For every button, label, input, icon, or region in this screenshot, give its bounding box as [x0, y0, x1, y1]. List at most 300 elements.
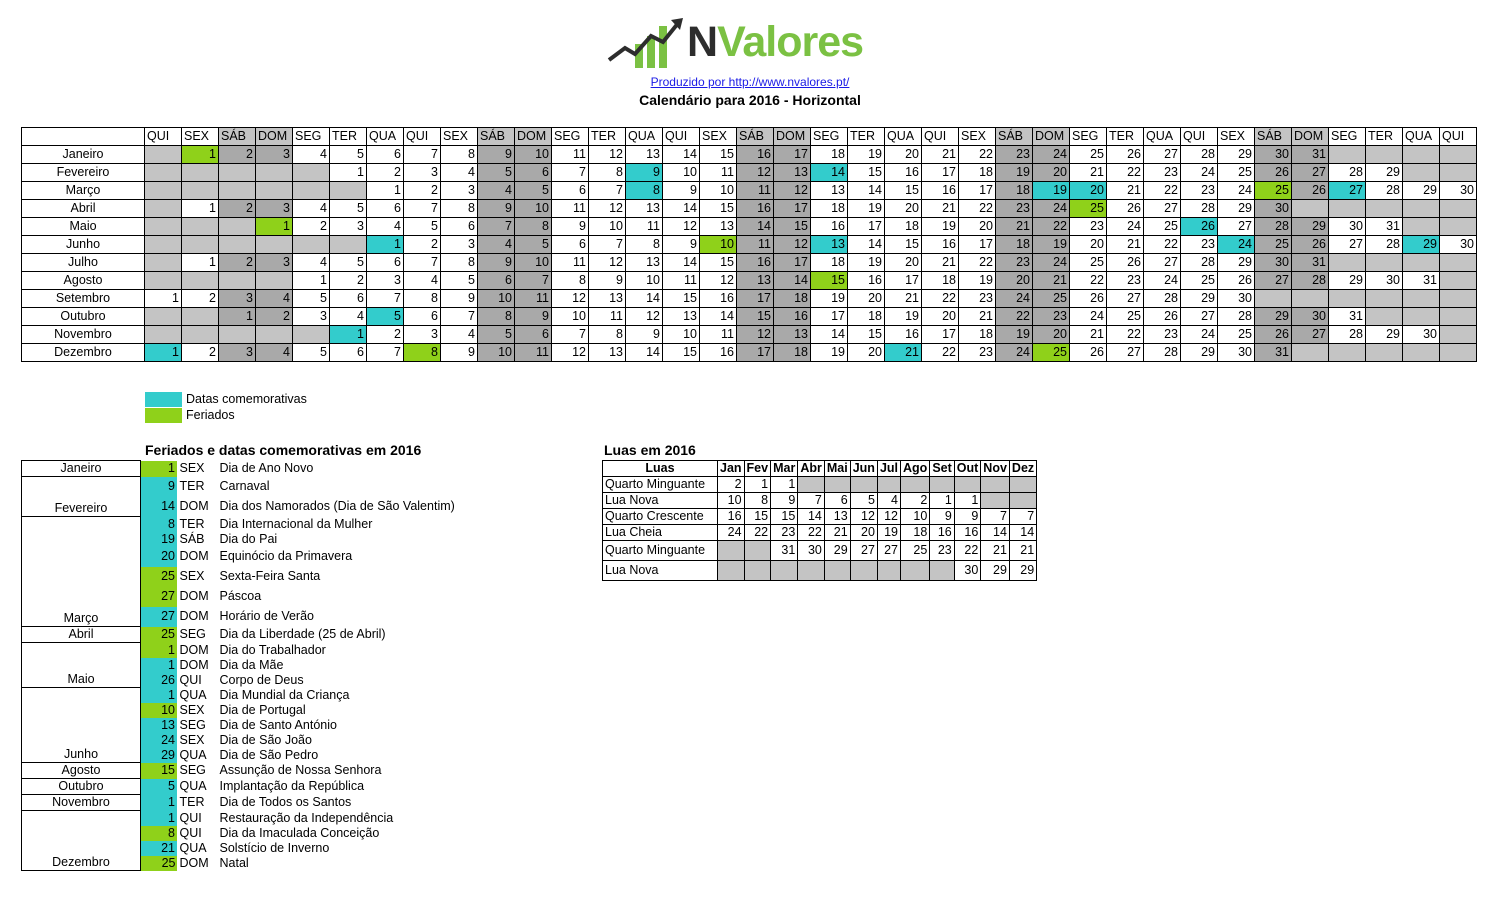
day-cell: 3: [404, 326, 441, 344]
empty-cell: [330, 182, 367, 200]
legend-swatch-feriado: [145, 408, 182, 423]
day-cell: 12: [774, 236, 811, 254]
day-cell: 17: [922, 326, 959, 344]
holiday-weekday: QUI: [179, 825, 202, 840]
day-cell: 4: [293, 254, 330, 272]
moon-value: [850, 477, 877, 493]
weekday-header: TER: [1107, 128, 1144, 146]
moons-title: Luas em 2016: [604, 442, 696, 458]
month-label: Abril: [22, 200, 145, 218]
holidays-table: [21, 460, 457, 871]
day-cell: 9: [515, 308, 552, 326]
day-cell: 27: [1329, 236, 1366, 254]
weekday-header: DOM: [256, 128, 293, 146]
day-cell: 5: [367, 308, 404, 326]
day-cell: 6: [367, 254, 404, 272]
day-cell: 13: [589, 290, 626, 308]
day-cell: 5: [330, 254, 367, 272]
day-cell: 2: [367, 326, 404, 344]
moon-value: 1: [744, 477, 771, 493]
moon-value: 6: [824, 493, 850, 509]
holiday-description: Dia de Portugal: [219, 702, 306, 717]
holiday-month: Outubro: [22, 779, 141, 795]
weekday-header: QUI: [1181, 128, 1218, 146]
day-cell: 26: [1218, 272, 1255, 290]
day-cell: 24: [1181, 326, 1218, 344]
day-cell: 16: [885, 164, 922, 182]
day-cell: 26: [1292, 182, 1329, 200]
day-cell: 1: [219, 308, 256, 326]
empty-cell: [1366, 146, 1403, 164]
moon-value: [798, 561, 825, 581]
day-cell: 14: [774, 272, 811, 290]
holiday-description: Natal: [219, 855, 249, 870]
weekday-header: QUI: [663, 128, 700, 146]
day-cell: 1: [145, 290, 182, 308]
day-cell: 3: [293, 308, 330, 326]
holiday-row: [22, 477, 457, 497]
day-cell: 13: [811, 236, 848, 254]
moon-value: [901, 477, 930, 493]
day-cell: 13: [700, 218, 737, 236]
day-cell: 7: [404, 146, 441, 164]
day-cell: 3: [219, 344, 256, 362]
day-cell: 22: [1107, 164, 1144, 182]
day-cell: 2: [182, 344, 219, 362]
day-cell: 3: [256, 146, 293, 164]
holiday-month: Dezembro: [22, 811, 141, 871]
day-cell: 2: [219, 254, 256, 272]
holiday-day: 9: [141, 477, 177, 497]
legend-swatch-comemorativa: [145, 392, 182, 407]
day-cell: 9: [441, 344, 478, 362]
credit-link[interactable]: Produzido por http://www.nvalores.pt/: [650, 75, 850, 89]
moon-value: [877, 477, 900, 493]
moon-value: 9: [930, 509, 954, 525]
day-cell: 23: [959, 290, 996, 308]
day-cell: 29: [1218, 146, 1255, 164]
holiday-weekday: SEX: [179, 569, 205, 583]
day-cell: 4: [293, 200, 330, 218]
day-cell: 11: [663, 272, 700, 290]
day-cell: 20: [848, 344, 885, 362]
holiday-day: 8: [141, 517, 177, 532]
empty-cell: [1440, 290, 1477, 308]
calendar-row-outubro: [22, 308, 1477, 326]
day-cell: 2: [404, 236, 441, 254]
day-cell: 11: [737, 236, 774, 254]
day-cell: 29: [1218, 254, 1255, 272]
day-cell: 12: [737, 326, 774, 344]
day-cell: 17: [774, 254, 811, 272]
day-cell: 4: [404, 272, 441, 290]
day-cell: 15: [700, 200, 737, 218]
calendar-row-agosto: [22, 272, 1477, 290]
holiday-row: [22, 461, 457, 477]
weekday-header: DOM: [1292, 128, 1329, 146]
day-cell: 26: [1181, 218, 1218, 236]
day-cell: 21: [885, 344, 922, 362]
day-cell: 21: [1107, 236, 1144, 254]
day-cell: 1: [293, 272, 330, 290]
day-cell: 24: [1033, 254, 1070, 272]
empty-cell: [145, 272, 182, 290]
moons-header: Jun: [850, 461, 877, 477]
day-cell: 6: [552, 182, 589, 200]
day-cell: 27: [1292, 326, 1329, 344]
day-cell: 16: [700, 290, 737, 308]
month-label: Julho: [22, 254, 145, 272]
day-cell: 28: [1218, 308, 1255, 326]
day-cell: 30: [1255, 254, 1292, 272]
day-cell: 20: [885, 254, 922, 272]
day-cell: 29: [1218, 200, 1255, 218]
day-cell: 9: [441, 290, 478, 308]
day-cell: 10: [515, 200, 552, 218]
day-cell: 24: [1033, 146, 1070, 164]
moon-value: 4: [877, 493, 900, 509]
nvalores-logo: [605, 14, 895, 74]
month-label: Junho: [22, 236, 145, 254]
holiday-day: 20: [141, 547, 177, 567]
holiday-weekday: SEX: [179, 461, 205, 475]
moon-value: 21: [981, 541, 1010, 561]
day-cell: 18: [885, 218, 922, 236]
day-cell: 13: [626, 146, 663, 164]
day-cell: 21: [922, 254, 959, 272]
holiday-month: Maio: [22, 643, 141, 688]
day-cell: 26: [1107, 200, 1144, 218]
holiday-description: Dia da Mãe: [219, 657, 284, 672]
holiday-day: 1: [141, 811, 177, 826]
weekday-header: DOM: [1033, 128, 1070, 146]
day-cell: 27: [1218, 218, 1255, 236]
empty-cell: [1440, 218, 1477, 236]
day-cell: 19: [996, 164, 1033, 182]
day-cell: 14: [663, 200, 700, 218]
moon-value: [718, 541, 745, 561]
weekday-header: SEX: [959, 128, 996, 146]
moon-value: [901, 561, 930, 581]
day-cell: 10: [663, 326, 700, 344]
day-cell: 8: [441, 254, 478, 272]
day-cell: 11: [700, 326, 737, 344]
day-cell: 18: [774, 344, 811, 362]
day-cell: 23: [996, 146, 1033, 164]
logo-n: N: [687, 18, 718, 66]
moon-value: 14: [981, 525, 1010, 541]
month-label: Agosto: [22, 272, 145, 290]
moons-header: Luas: [603, 461, 718, 477]
day-cell: 4: [330, 308, 367, 326]
day-cell: 25: [1255, 236, 1292, 254]
moons-table: [602, 460, 1037, 581]
empty-cell: [182, 182, 219, 200]
holiday-description: Dia Mundial da Criança: [219, 687, 350, 702]
day-cell: 25: [1181, 272, 1218, 290]
logo-text: NValores: [687, 18, 864, 66]
chart-growth-icon: [605, 14, 685, 74]
day-cell: 10: [700, 182, 737, 200]
day-cell: 19: [811, 290, 848, 308]
moon-value: [850, 561, 877, 581]
calendar-row-novembro: [22, 326, 1477, 344]
holiday-weekday: SÁB: [179, 531, 205, 546]
holiday-month: Junho: [22, 688, 141, 763]
day-cell: 12: [589, 254, 626, 272]
weekday-header: SEG: [811, 128, 848, 146]
day-cell: 9: [626, 326, 663, 344]
moon-value: 16: [718, 509, 745, 525]
day-cell: 17: [885, 272, 922, 290]
day-cell: 20: [922, 308, 959, 326]
day-cell: 6: [367, 146, 404, 164]
day-cell: 17: [737, 344, 774, 362]
holiday-description: Horário de Verão: [219, 609, 315, 623]
day-cell: 22: [1144, 182, 1181, 200]
empty-cell: [1440, 344, 1477, 362]
moon-row: [603, 525, 1037, 541]
day-cell: 3: [441, 236, 478, 254]
weekday-header: QUI: [922, 128, 959, 146]
holiday-weekday: DOM: [179, 609, 209, 623]
moon-value: 23: [930, 541, 954, 561]
day-cell: 21: [922, 200, 959, 218]
holiday-day: 14: [141, 497, 177, 517]
day-cell: 3: [367, 272, 404, 290]
day-cell: 30: [1218, 344, 1255, 362]
holiday-row: [22, 627, 457, 643]
day-cell: 4: [256, 290, 293, 308]
holiday-description: Dia dos Namorados (Dia de São Valentim): [219, 499, 455, 513]
holiday-row: [22, 643, 457, 658]
weekday-header: QUI: [145, 128, 182, 146]
moon-value: [954, 477, 981, 493]
day-cell: 23: [1107, 272, 1144, 290]
day-cell: 11: [589, 308, 626, 326]
weekday-header: SÁB: [1255, 128, 1292, 146]
day-cell: 14: [626, 290, 663, 308]
day-cell: 19: [1033, 182, 1070, 200]
moon-value: 30: [954, 561, 981, 581]
holiday-month: Agosto: [22, 763, 141, 779]
empty-cell: [256, 272, 293, 290]
day-cell: 18: [811, 146, 848, 164]
day-cell: 17: [774, 200, 811, 218]
moon-phase-name: Lua Nova: [603, 561, 718, 581]
day-cell: 28: [1181, 200, 1218, 218]
day-cell: 1: [330, 326, 367, 344]
day-cell: 3: [441, 182, 478, 200]
day-cell: 3: [256, 200, 293, 218]
empty-cell: [182, 236, 219, 254]
day-cell: 4: [441, 326, 478, 344]
empty-cell: [1403, 254, 1440, 272]
day-cell: 24: [1070, 308, 1107, 326]
empty-cell: [1403, 218, 1440, 236]
moon-value: [798, 477, 825, 493]
day-cell: 1: [182, 200, 219, 218]
day-cell: 11: [552, 200, 589, 218]
day-cell: 6: [404, 308, 441, 326]
day-cell: 8: [589, 164, 626, 182]
day-cell: 24: [996, 290, 1033, 308]
holiday-day: 1: [141, 643, 177, 658]
holiday-day: 13: [141, 718, 177, 733]
holiday-weekday: TER: [179, 516, 205, 531]
day-cell: 14: [811, 326, 848, 344]
day-cell: 8: [441, 146, 478, 164]
day-cell: 20: [885, 200, 922, 218]
day-cell: 9: [552, 218, 589, 236]
day-cell: 18: [774, 290, 811, 308]
day-cell: 7: [478, 218, 515, 236]
day-cell: 27: [1181, 308, 1218, 326]
day-cell: 28: [1292, 272, 1329, 290]
empty-cell: [256, 236, 293, 254]
moon-value: 12: [877, 509, 900, 525]
day-cell: 9: [478, 146, 515, 164]
weekday-header: TER: [1366, 128, 1403, 146]
holiday-description: Equinócio da Primavera: [219, 549, 353, 563]
day-cell: 21: [1070, 326, 1107, 344]
day-cell: 17: [959, 182, 996, 200]
holiday-weekday: DOM: [179, 855, 209, 870]
holiday-weekday: DOM: [179, 642, 209, 657]
weekday-header: SÁB: [996, 128, 1033, 146]
day-cell: 30: [1403, 326, 1440, 344]
empty-cell: [182, 308, 219, 326]
day-cell: 11: [552, 254, 589, 272]
empty-cell: [1292, 344, 1329, 362]
holiday-weekday: QUA: [179, 840, 207, 855]
empty-cell: [182, 218, 219, 236]
holiday-weekday: TER: [179, 479, 205, 493]
day-cell: 6: [552, 236, 589, 254]
legend-label-comemorativas: Datas comemorativas: [186, 392, 307, 406]
holiday-weekday: DOM: [179, 657, 209, 672]
empty-cell: [1440, 200, 1477, 218]
empty-cell: [182, 326, 219, 344]
day-cell: 7: [441, 308, 478, 326]
holiday-day: 27: [141, 607, 177, 627]
day-cell: 29: [1255, 308, 1292, 326]
day-cell: 7: [589, 182, 626, 200]
moons-header: Jan: [718, 461, 745, 477]
day-cell: 22: [1070, 272, 1107, 290]
day-cell: 26: [1255, 326, 1292, 344]
day-cell: 16: [848, 272, 885, 290]
day-cell: 2: [182, 290, 219, 308]
day-cell: 23: [1181, 236, 1218, 254]
moon-value: [744, 561, 771, 581]
empty-cell: [145, 182, 182, 200]
day-cell: 21: [1107, 182, 1144, 200]
day-cell: 15: [848, 164, 885, 182]
day-cell: 4: [367, 218, 404, 236]
holiday-description: Dia de São João: [219, 732, 312, 747]
day-cell: 11: [515, 290, 552, 308]
day-cell: 21: [922, 146, 959, 164]
empty-cell: [145, 326, 182, 344]
weekday-header: SEG: [293, 128, 330, 146]
day-cell: 27: [1144, 254, 1181, 272]
day-cell: 1: [182, 254, 219, 272]
moon-value: 21: [1009, 541, 1036, 561]
holiday-row: [22, 517, 457, 532]
empty-cell: [1329, 290, 1366, 308]
empty-cell: [293, 326, 330, 344]
day-cell: 26: [1107, 254, 1144, 272]
day-cell: 19: [885, 308, 922, 326]
moon-value: 27: [850, 541, 877, 561]
calendar-row-janeiro: [22, 146, 1477, 164]
day-cell: 7: [404, 200, 441, 218]
month-label: Dezembro: [22, 344, 145, 362]
day-cell: 9: [478, 200, 515, 218]
day-cell: 12: [552, 290, 589, 308]
day-cell: 29: [1403, 182, 1440, 200]
weekday-header: SÁB: [737, 128, 774, 146]
day-cell: 15: [885, 236, 922, 254]
moon-value: 12: [850, 509, 877, 525]
moon-value: [824, 477, 850, 493]
moon-phase-name: Quarto Crescente: [603, 509, 718, 525]
day-cell: 3: [219, 290, 256, 308]
holiday-weekday: QUI: [179, 672, 202, 687]
day-cell: 18: [922, 272, 959, 290]
day-cell: 24: [1144, 272, 1181, 290]
holiday-day: 25: [141, 627, 177, 643]
day-cell: 29: [1329, 272, 1366, 290]
day-cell: 30: [1218, 290, 1255, 308]
moon-value: 10: [901, 509, 930, 525]
empty-cell: [219, 272, 256, 290]
day-cell: 11: [626, 218, 663, 236]
day-cell: 13: [663, 308, 700, 326]
month-label: Novembro: [22, 326, 145, 344]
day-cell: 31: [1255, 344, 1292, 362]
calendar-row-março: [22, 182, 1477, 200]
empty-cell: [219, 236, 256, 254]
holiday-description: Dia do Trabalhador: [219, 642, 326, 657]
holiday-description: Implantação da República: [219, 779, 365, 793]
holiday-weekday: QUA: [179, 687, 207, 702]
weekday-header: SEG: [1329, 128, 1366, 146]
moon-row: [603, 509, 1037, 525]
empty-cell: [1440, 308, 1477, 326]
empty-cell: [256, 164, 293, 182]
empty-cell: [256, 182, 293, 200]
holiday-weekday: SEG: [179, 717, 206, 732]
holiday-weekday: DOM: [179, 589, 209, 603]
day-cell: 5: [478, 164, 515, 182]
calendar-row-abril: [22, 200, 1477, 218]
day-cell: 2: [404, 182, 441, 200]
day-cell: 31: [1329, 308, 1366, 326]
day-cell: 30: [1292, 308, 1329, 326]
moon-value: 9: [954, 509, 981, 525]
day-cell: 25: [1107, 308, 1144, 326]
calendar-table: [21, 127, 1477, 362]
holiday-row: [22, 795, 457, 811]
holiday-weekday: SEX: [179, 702, 205, 717]
day-cell: 22: [959, 254, 996, 272]
day-cell: 10: [515, 146, 552, 164]
day-cell: 8: [478, 308, 515, 326]
day-cell: 6: [478, 272, 515, 290]
day-cell: 11: [552, 146, 589, 164]
